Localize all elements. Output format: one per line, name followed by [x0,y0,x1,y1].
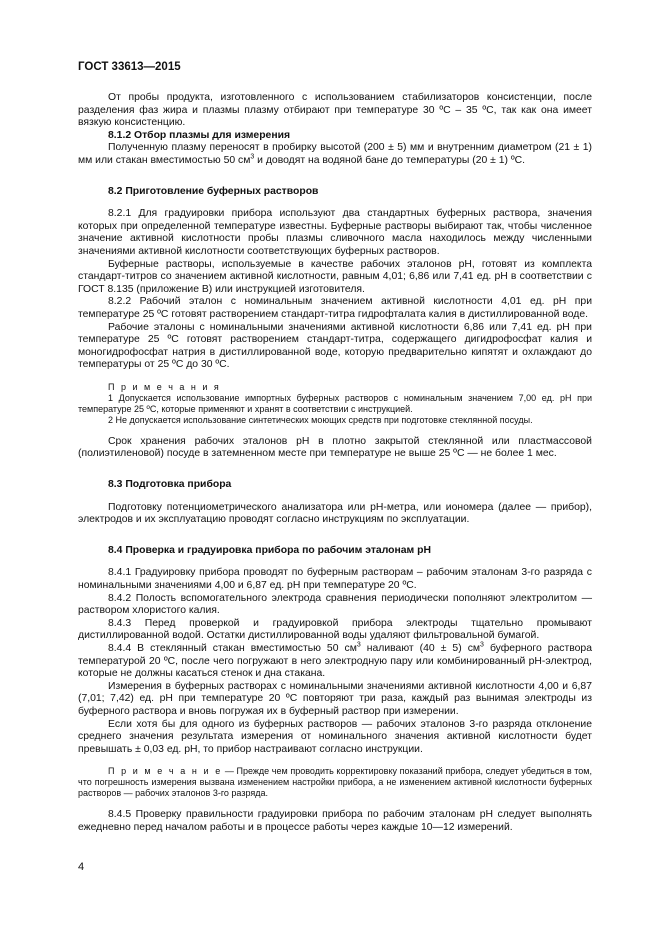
paragraph-8-4-5: 8.4.5 Проверку правильности градуировки прибора по рабочим эталонам рН следует выполнять ежедневно перед началом работы и в процессе работы через каждые 10—12 измерений. [78,809,592,833]
superscript: 3 [480,641,484,649]
paragraph-measurements: Измерения в буферных растворах с номинальными значениями активной кислотности 4,00 и 6,87 (7,01; 7,42) ед. рН при температуре 20 ºС повторяют три раза, каждый раз вынимая электроды из буферного раствора и вновь погружая их в буферный раствор при измерении. [78,680,592,717]
text-fragment: 8.4.4 В стеклянный стакан вместимостью 50 см [108,643,357,654]
section-8-1-2-heading: 8.1.2 Отбор плазмы для измерения [108,129,291,141]
intro-paragraph: От пробы продукта, изготовленного с использованием стабилизаторов консистенции, после разделения фаз жира и плазмы плазму отбирают при температуре 30 ºС – 35 ºС, так как она имеет вязкую консистенцию. [78,92,592,129]
text-fragment: и доводят на водяной бане до температуры (20 ± 1) ºС. [254,154,526,166]
paragraph-buffer-solutions: Буферные растворы, используемые в качестве рабочих эталонов рН, готовят из комплекта стандарт-титров со значением активной кислотности, равным 4,01; 6,86 или 7,41 ед. рН в соответствии с ГОСТ 8.135 (приложение В) или инструкцией изготовителя. [78,258,592,295]
note-8-4 [78,766,592,799]
text-fragment: Полученную плазму переносят в пробирку высотой (200 ± 5) мм и внутренним диаметром (21 ± 1) мм или стакан вместимостью 50 см [78,142,592,166]
paragraph-8-4-2: 8.4.2 Полость вспомогательного электрода сравнения периодически пополняют электролитом — раствором хлористого калия. [78,592,592,617]
section-8-4-heading: 8.4 Проверка и градуировка прибора по рабочим эталонам рН [108,544,431,556]
document-body [78,92,592,835]
superscript: 3 [356,641,361,649]
standard-header: ГОСТ 33613—2015 [78,61,181,73]
text-fragment: буферного раствора температурой 20 ºС, после чего погружают в него электродную пару или комбинированный рН-электрод, которые не должны касаться стенок и дна стакана. [78,643,592,680]
note-text: — Прежде чем проводить корректировку показаний прибора, следует убедиться в том, что погрешность измерения вызвана изменением настройки прибора, а не изменением активной кислотности буферных растворов — рабочих эталонов 3-го разряда. [78,766,592,799]
notes-label: П р и м е ч а н и я [108,381,221,392]
paragraph-8-4-4 [78,643,592,681]
paragraph-8-4-1: 8.4.1 Градуировку прибора проводят по буферным растворам – рабочим эталонам 3-го разряда с номинальными значениями 4,00 и 6,87 ед. рН при температуре 20 ºС. [78,567,592,592]
paragraph-8-3: Подготовку потенциометрического анализатора или рН-метра, или иономера (далее — прибор), электродов и их эксплуатацию проводят согласно инструкциям по эксплуатации. [78,501,592,526]
note-label: П р и м е ч а н и е [108,766,223,777]
note-1: 1 Допускается использование импортных буферных растворов с номинальным значением 7,00 ед. рН при температуре 25 ºС, которые применяют и хранят в соответствии с инструкцией. [78,392,592,414]
paragraph-working-standards: Рабочие эталоны с номинальными значениями активной кислотности 6,86 или 7,41 ед. рН при температуре 25 ºС готовят растворением стандарт-титра, содержащего дигидрофосфат калия и моногидрофосфат натрия в дистиллированной воде, которую предварительно кипятят и охлаждают до температуры от 25 ºС до 30 ºС. [78,321,592,371]
paragraph-8-2-2: 8.2.2 Рабочий эталон с номинальным значением активной кислотности 4,01 ед. рН при температуре 25 ºС готовят растворением стандарт-титра гидрофталата калия в дистиллированной воде. [78,296,592,320]
paragraph-deviation: Если хотя бы для одного из буферных растворов — рабочих эталонов 3-го разряда отклонение среднего значения результата измерения от номинального значения активной кислотности будет превышать ± 0,03 ед. рН, то прибор настраивают согласно инструкции. [78,718,592,755]
section-8-3-heading: 8.3 Подготовка прибора [108,479,232,491]
paragraph-8-4-3: 8.4.3 Перед проверкой и градуировкой прибора электроды тщательно промывают дистиллированной водой. Остатки дистиллированной воды удаляют фильтровальной бумагой. [78,617,592,642]
paragraph-storage: Срок хранения рабочих эталонов рН в плотно закрытой стеклянной или пластмассовой (полиэтиленовой) посуде в затемненном месте при температуре не выше 25 ºС — не более 1 мес. [78,435,592,460]
superscript: 3 [250,153,255,161]
page-number: 4 [78,861,85,873]
paragraph-8-2-1: 8.2.1 Для градуировки прибора используют два стандартных буферных раствора, значения которых при определенной температуре известны. Буферные растворы выбирают так, чтобы численное значение активной кислотности пробы плазмы сливочного масла находилось между численными значениями активной кислотности соответствующих буферных растворов. [78,208,592,257]
section-8-2-heading: 8.2 Приготовление буферных растворов [108,185,319,197]
note-2: 2 Не допускается использование синтетических моющих средств при подготовке стеклянной посуды. [108,414,533,425]
section-8-1-2-paragraph [78,142,592,167]
text-fragment: наливают (40 ± 5) см [360,643,481,654]
